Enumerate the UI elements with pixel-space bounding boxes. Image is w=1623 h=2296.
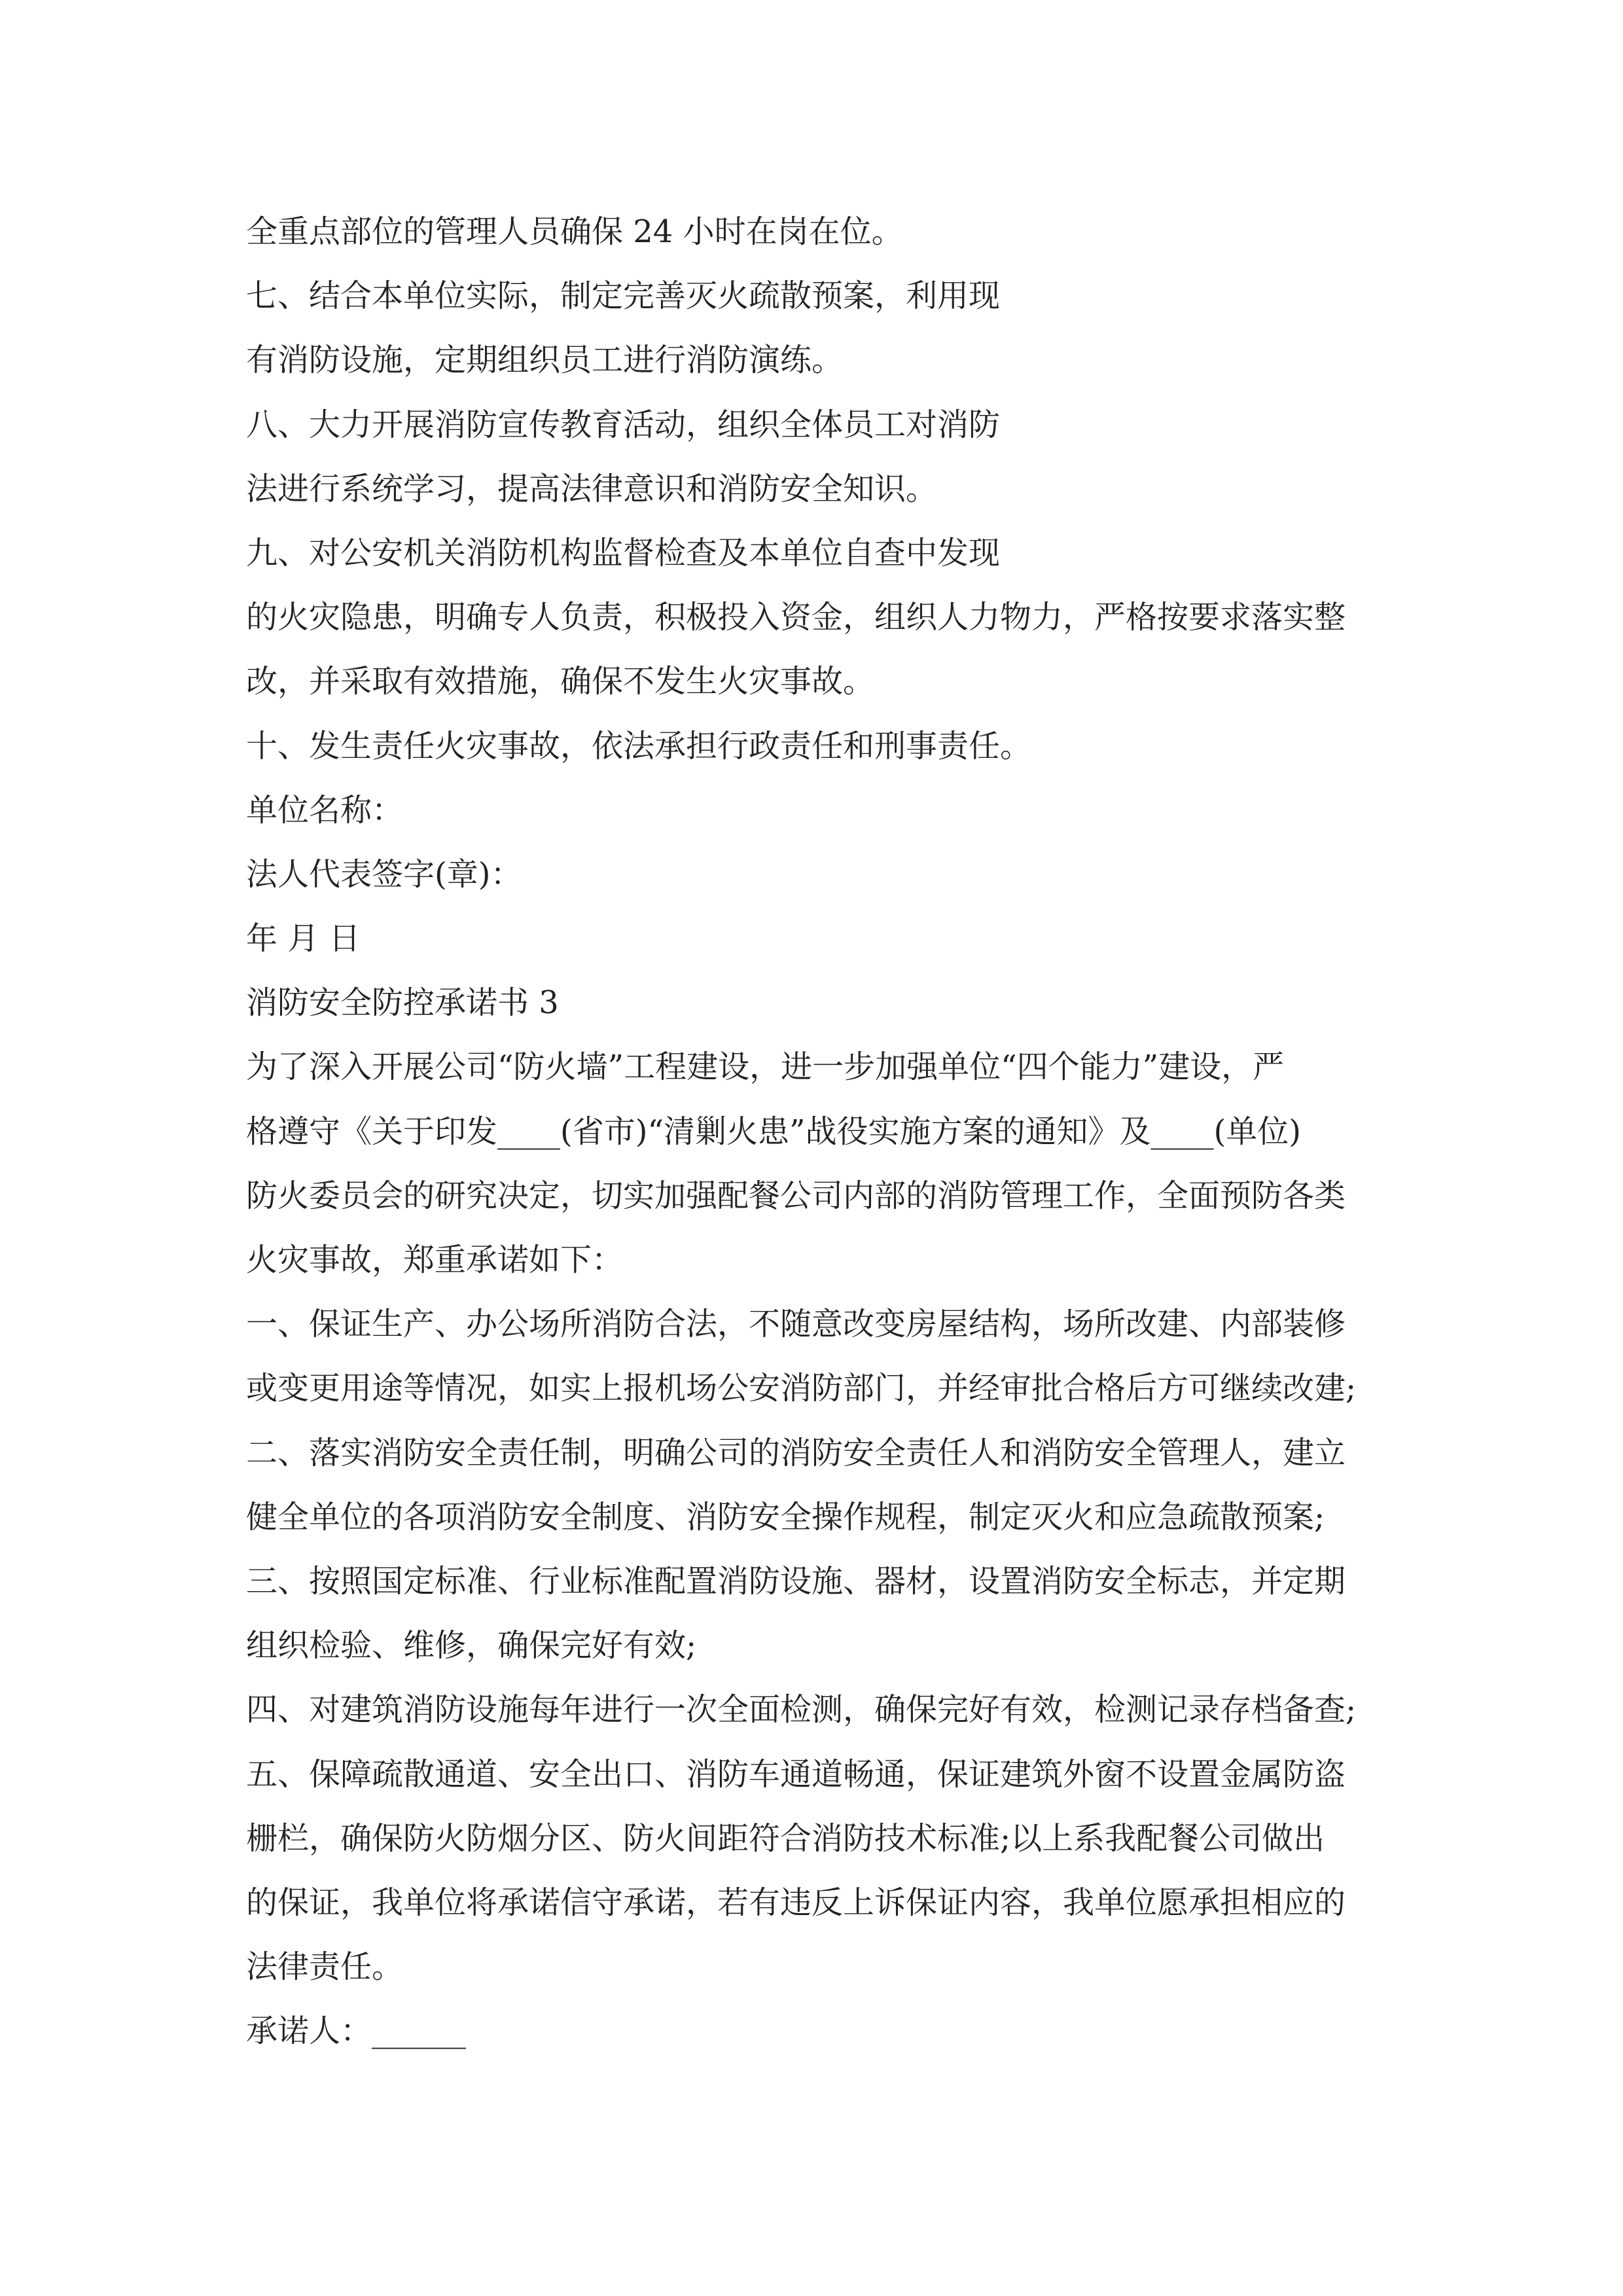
unit-name-label: 单位名称： (246, 791, 404, 829)
text-line: 火灾事故，郑重承诺如下： (246, 1242, 624, 1278)
text-line: 格遵守《关于印发____(省市)“清剿火患”战役实施方案的通知》及____(单位) (246, 1113, 1301, 1150)
text-line: 健全单位的各项消防安全制度、消防安全操作规程，制定灭火和应急疏散预案; (246, 1498, 1325, 1535)
text-line: 法进行系统学习，提高法律意识和消防安全知识。 (246, 470, 938, 507)
text-line: 有消防设施，定期组织员工进行消防演练。 (246, 342, 844, 379)
section-title: 消防安全防控承诺书 3 (246, 984, 559, 1022)
text-line: 的保证，我单位将承诺信守承诺，若有违反上诉保证内容，我单位愿承担相应的 (246, 1884, 1346, 1921)
text-line: 八、大力开展消防宣传教育活动，组织全体员工对消防 (246, 406, 1001, 443)
text-line: 全重点部位的管理人员确保 24 小时在岗在位。 (246, 213, 903, 250)
date-label: 年 月 日 (246, 920, 361, 958)
promisor-signature-label: 承诺人：______ (246, 2013, 467, 2050)
text-line: 三、按照国定标准、行业标准配置消防设施、器材，设置消防安全标志，并定期 (246, 1562, 1346, 1600)
text-line: 为了深入开展公司“防火墙”工程建设，进一步加强单位“四个能力”建设，严 (246, 1049, 1285, 1086)
text-line: 十、发生责任火灾事故，依法承担行政责任和刑事责任。 (246, 727, 1032, 764)
text-line: 九、对公安机关消防机构监督检查及本单位自查中发现 (246, 534, 1001, 571)
text-line: 防火委员会的研究决定，切实加强配餐公司内部的消防管理工作，全面预防各类 (246, 1177, 1346, 1214)
text-line: 七、结合本单位实际，制定完善灭火疏散预案，利用现 (246, 278, 1001, 315)
text-line: 二、落实消防安全责任制，明确公司的消防安全责任人和消防安全管理人，建立 (246, 1434, 1346, 1471)
text-line: 栅栏，确保防火防烟分区、防火间距符合消防技术标准;以上系我配餐公司做出 (246, 1820, 1325, 1857)
text-line: 法律责任。 (246, 1948, 404, 1986)
document-text-body (246, 200, 1385, 2063)
legal-rep-signature-label: 法人代表签字(章)： (246, 855, 522, 893)
text-line: 四、对建筑消防设施每年进行一次全面检测，确保完好有效，检测记录存档备查; (246, 1691, 1357, 1729)
text-line: 五、保障疏散通道、安全出口、消防车通道畅通，保证建筑外窗不设置金属防盗 (246, 1755, 1346, 1793)
text-line: 一、保证生产、办公场所消防合法，不随意改变房屋结构，场所改建、内部装修 (246, 1306, 1346, 1343)
text-line: 组织检验、维修，确保完好有效; (246, 1627, 697, 1664)
text-line: 的火灾隐患，明确专人负责，积极投入资金，组织人力物力，严格按要求落实整 (246, 599, 1346, 636)
text-line: 或变更用途等情况，如实上报机场公安消防部门，并经审批合格后方可继续改建; (246, 1370, 1357, 1407)
text-line: 改，并采取有效措施，确保不发生火灾事故。 (246, 663, 875, 700)
